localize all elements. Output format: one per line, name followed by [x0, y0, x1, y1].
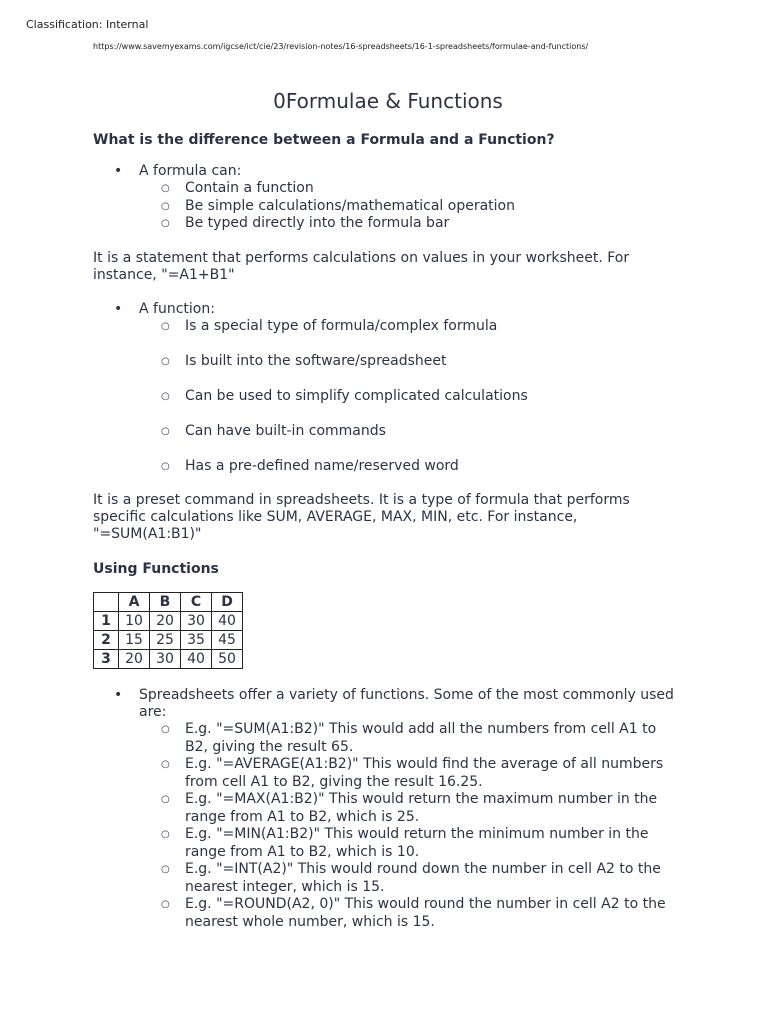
- sub-list-item: [139, 215, 683, 233]
- table-cell: 35: [181, 631, 212, 650]
- sub-list-item: [139, 180, 683, 198]
- table-cell: 40: [212, 612, 243, 631]
- sub-list-item: [139, 423, 683, 441]
- sub-list-text: Be typed directly into the formula bar: [185, 215, 450, 231]
- section-heading-difference: What is the difference between a Formula and a Function?: [93, 132, 555, 148]
- circle-bullet-icon: ○: [161, 724, 170, 735]
- circle-bullet-icon: ○: [161, 390, 170, 402]
- list-item: [93, 687, 683, 931]
- table-row: [94, 612, 243, 631]
- sub-list-item: [139, 353, 683, 371]
- circle-bullet-icon: ○: [161, 200, 170, 212]
- row-header: 2: [94, 631, 119, 650]
- sub-list-item: [139, 388, 683, 406]
- sub-list-text: E.g. "=SUM(A1:B2)" This would add all the numbers from cell A1 to B2, giving the result 65.: [185, 721, 657, 755]
- table-cell: 25: [150, 631, 181, 650]
- table-cell: 45: [212, 631, 243, 650]
- classification-label: Classification: Internal: [26, 18, 149, 31]
- sub-list-text: E.g. "=AVERAGE(A1:B2)" This would find the average of all numbers from cell A1 to B2, giving the result 16.25.: [185, 756, 664, 790]
- table-cell: 40: [181, 650, 212, 669]
- functions-list: [93, 687, 683, 931]
- table-header-row: [94, 593, 243, 612]
- examples-sublist: [139, 721, 683, 931]
- sub-list-item: [139, 198, 683, 216]
- sub-list-text: E.g. "=INT(A2)" This would round down the number in cell A2 to the nearest integer, which is 15.: [185, 861, 661, 895]
- column-header: D: [212, 593, 243, 612]
- circle-bullet-icon: ○: [161, 183, 170, 194]
- circle-bullet-icon: ○: [161, 320, 170, 332]
- document-body: [93, 88, 683, 948]
- sub-list-text: Be simple calculations/mathematical operation: [185, 197, 515, 214]
- row-header: 3: [94, 650, 119, 669]
- sub-list-text: Is built into the software/spreadsheet: [185, 352, 447, 369]
- sub-list-item: [139, 318, 683, 336]
- sub-list-text: Has a pre-defined name/reserved word: [185, 457, 459, 474]
- sub-list-item: [139, 458, 683, 476]
- spreadsheet-table: [93, 592, 243, 669]
- circle-bullet-icon: ○: [161, 759, 170, 770]
- formula-label: A formula can:: [139, 163, 242, 179]
- function-label: A function:: [139, 300, 215, 317]
- table-row: [94, 650, 243, 669]
- sub-list-text: Contain a function: [185, 180, 314, 196]
- section-heading-using-functions: Using Functions: [93, 561, 219, 577]
- circle-bullet-icon: ○: [161, 829, 170, 840]
- circle-bullet-icon: ○: [161, 425, 170, 437]
- column-header: A: [119, 593, 150, 612]
- column-header: C: [181, 593, 212, 612]
- bullet-icon: •: [114, 300, 123, 317]
- sub-list-item: [139, 756, 683, 791]
- sub-list-text: E.g. "=ROUND(A2, 0)" This would round the number in cell A2 to the nearest whole number, which is 15.: [185, 896, 666, 930]
- circle-bullet-icon: ○: [161, 355, 170, 367]
- table-cell: 30: [150, 650, 181, 669]
- circle-bullet-icon: ○: [161, 460, 170, 472]
- sub-list-text: Can be used to simplify complicated calculations: [185, 387, 528, 404]
- source-url: https://www.savemyexams.com/igcse/ict/cie/23/revision-notes/16-spreadsheets/16-1-spreadsheets/formulae-and-functions/: [93, 42, 589, 51]
- page-title: 0Formulae & Functions: [273, 89, 503, 113]
- sub-list-item: [139, 896, 683, 931]
- sub-list-text: E.g. "=MIN(A1:B2)" This would return the minimum number in the range from A1 to B2, which is 10.: [185, 826, 649, 860]
- sub-list-text: Is a special type of formula/complex formula: [185, 317, 498, 334]
- functions-list-label: Spreadsheets offer a variety of functions. Some of the most commonly used are:: [139, 687, 674, 720]
- formula-list: [93, 163, 683, 233]
- sub-list-item: [139, 721, 683, 756]
- column-header: B: [150, 593, 181, 612]
- table-cell: 50: [212, 650, 243, 669]
- bullet-icon: •: [114, 687, 123, 703]
- sub-list-text: Can have built-in commands: [185, 422, 386, 439]
- sub-list-item: [139, 791, 683, 826]
- row-header: 1: [94, 612, 119, 631]
- table-cell: 30: [181, 612, 212, 631]
- circle-bullet-icon: ○: [161, 794, 170, 805]
- sub-list-item: [139, 826, 683, 861]
- table-cell: 20: [150, 612, 181, 631]
- circle-bullet-icon: ○: [161, 899, 170, 910]
- table-cell: 15: [119, 631, 150, 650]
- circle-bullet-icon: ○: [161, 864, 170, 875]
- function-paragraph: It is a preset command in spreadsheets. It is a type of formula that performs specific calculations like SUM, AVERAGE, MAX, MIN, etc. For instance, "=SUM(A1:B1)": [93, 492, 630, 542]
- table-row: [94, 631, 243, 650]
- sub-list-item: [139, 861, 683, 896]
- circle-bullet-icon: ○: [161, 218, 170, 229]
- table-cell: 20: [119, 650, 150, 669]
- table-cell: 10: [119, 612, 150, 631]
- list-item: [93, 163, 683, 233]
- function-sublist: [139, 318, 683, 476]
- table-corner-cell: [94, 593, 119, 612]
- bullet-icon: •: [114, 163, 123, 179]
- list-item: [93, 301, 683, 476]
- formula-paragraph: It is a statement that performs calculations on values in your worksheet. For instance, "=A1+B1": [93, 249, 630, 283]
- function-list: [93, 301, 683, 476]
- sub-list-text: E.g. "=MAX(A1:B2)" This would return the maximum number in the range from A1 to B2, which is 25.: [185, 791, 658, 825]
- formula-sublist: [139, 180, 683, 233]
